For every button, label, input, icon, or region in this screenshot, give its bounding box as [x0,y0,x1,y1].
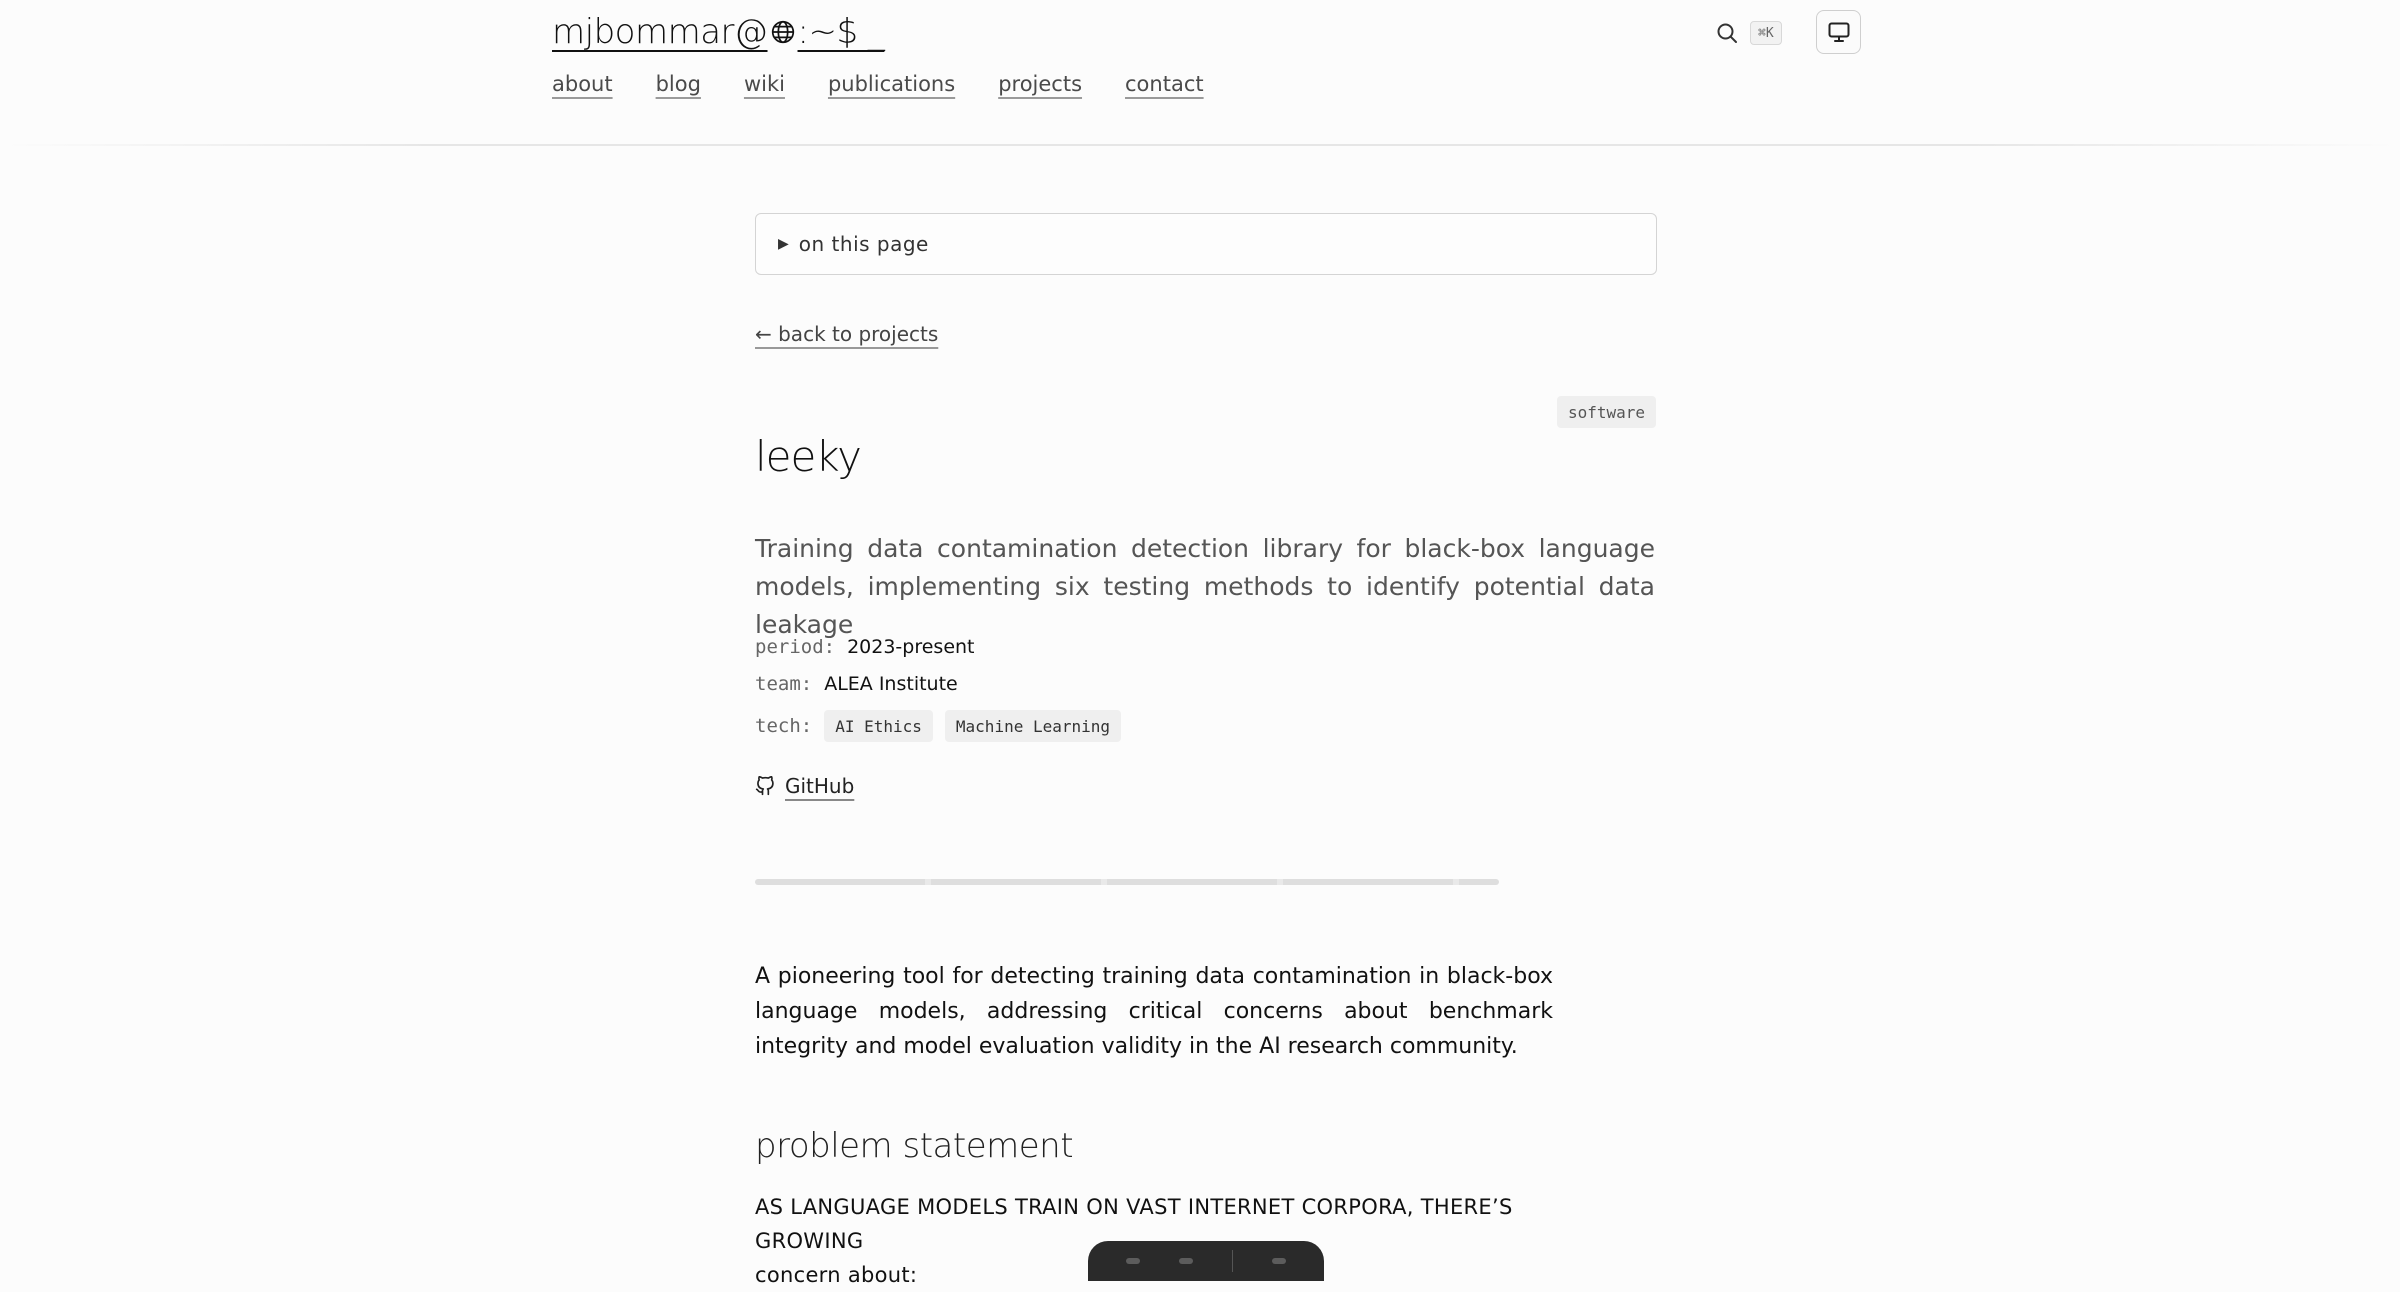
problem-text-line-1: AS LANGUAGE MODELS TRAIN ON VAST INTERNET CORPORA, THERE’S GROWING [755,1195,1513,1253]
nav-blog[interactable]: blog [655,72,701,96]
github-link[interactable] [755,774,854,798]
floating-toolbar[interactable] [1088,1241,1324,1281]
site-title-suffix: :~$ _ [797,12,885,52]
meta-period-value: 2023-present [847,636,975,658]
toolbar-item[interactable] [1272,1258,1286,1264]
globe-icon [770,19,796,45]
meta-period [755,636,975,658]
github-link-label: GitHub [785,774,855,798]
problem-statement-heading: problem statement [755,1126,1074,1166]
main-nav [552,72,1204,96]
toc-label: on this page [798,232,929,256]
category-badge: software [1557,396,1656,428]
site-title-link[interactable] [552,12,884,52]
search-icon [1715,21,1739,45]
problem-text-line-2: concern about: [755,1263,918,1287]
search-button[interactable] [1712,18,1742,48]
tech-tag: AI Ethics [824,710,933,742]
meta-period-key: period: [755,636,836,658]
nav-publications[interactable]: publications [827,72,956,96]
meta-tech [755,710,1133,742]
disclosure-triangle-icon: ▶ [778,236,789,252]
meta-tech-key: tech: [755,715,813,737]
toolbar-item[interactable] [1179,1258,1193,1264]
on-this-page-toggle[interactable] [755,213,1657,275]
intro-paragraph: A pioneering tool for detecting training data contamination in black-box language models, addressing critical concerns about benchmark integrity and model evaluation validity in the AI research community. [755,964,1553,1059]
project-subtitle: Training data contamination detection library for black-box language models, implementing six testing methods to identify potential data leakage [755,534,1655,639]
search-shortcut-hint: ⌘K [1750,21,1782,45]
tech-tag: Machine Learning [945,710,1121,742]
toolbar-item[interactable] [1126,1258,1140,1264]
meta-team-value: ALEA Institute [824,673,958,695]
nav-contact[interactable]: contact [1125,72,1204,96]
nav-wiki[interactable]: wiki [743,72,785,96]
back-to-projects-link[interactable]: ← back to projects [755,322,939,346]
github-icon [755,776,775,796]
meta-team [755,673,958,695]
theme-toggle-button[interactable] [1816,10,1861,54]
site-header [0,0,2400,148]
monitor-icon [1827,20,1851,44]
site-title-prefix: mjbommar@ [552,12,768,52]
nav-about[interactable]: about [552,72,613,96]
section-divider [755,879,1499,885]
page-title: leeky [755,432,862,481]
toolbar-separator [1232,1250,1233,1272]
nav-projects[interactable]: projects [998,72,1083,96]
meta-team-key: team: [755,673,813,695]
